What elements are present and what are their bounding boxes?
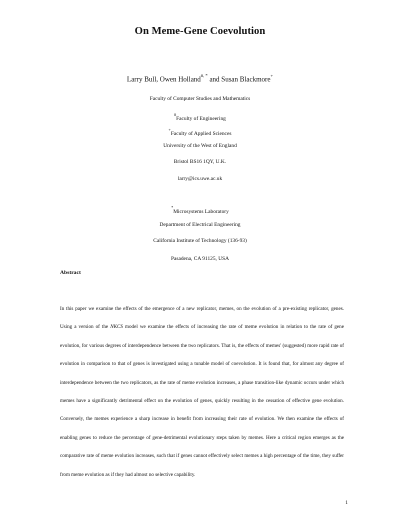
abstract-heading: Abstract [60, 270, 81, 276]
author-affiliation-marks: #, * [200, 73, 208, 78]
author-affiliation-mark-last: + [270, 73, 274, 78]
author-line [0, 74, 400, 83]
affiliation-mark: + [168, 127, 171, 132]
affiliation-text: Faculty of Applied Sciences [170, 130, 232, 137]
affiliation-line: University of the West of England [163, 143, 237, 149]
affiliation-line [0, 113, 400, 122]
affiliation-text: Microsystems Laboratory [173, 208, 229, 215]
author-names-first: Larry Bull, Owen Holland [126, 75, 201, 84]
model-name: NKCS [110, 324, 123, 331]
affiliation-mark: # [174, 112, 177, 117]
affiliation-line: Bristol BS16 1QY, U.K. [173, 159, 227, 165]
affiliation-line: Faculty of Computer Studies and Mathematics [149, 96, 251, 102]
paper-title: On Meme-Gene Coevolution [134, 26, 266, 37]
author-name-last: and Susan Blackmore [207, 75, 271, 84]
affiliation-line: Department of Electrical Engineering [159, 222, 241, 228]
affiliation-line: Pasadena, CA 91125, USA [170, 256, 230, 262]
abstract-text-part: model we examine the effects of increasing the rate of meme evolution in relation to the rate of gene evolution, for various degrees of interdependence between the two replicators. That is, the effects of memes' (suggested) more rapid rate of evolution in comparison to that of genes is investigated using a tunable model of coevolution. It is found that, for almost any degree of interdependence between the two replicators, as the rate of meme evolution increases, a phase transition-like dynamic occurs under which memes have a significantly detrimental effect on the evolution of genes, quickly resulting in the cessation of effective gene evolution. Conversely, the memes experience a sharp increase in benefit from increasing their rate of evolution. We then examine the effects of enabling genes to reduce the percentage of gene-detrimental evolutionary steps taken by memes. Here a critical region emerges as the comparative rate of meme evolution increases, such that if genes cannot effectively select memes a high percentage of the time, they suffer from meme evolution as if they had almost no selective capability. [60, 324, 344, 478]
affiliation-line [0, 128, 400, 137]
affiliation-text: Faculty of Engineering [176, 115, 226, 122]
abstract-text-part: In this paper we examine the effects of the emergence of a new replicator, memes, on the evolution of a pre-existing replicator, genes. Using a version of the [60, 306, 344, 331]
page-number: 1 [345, 500, 348, 506]
author-email: larry@ics.uwe.ac.uk [177, 176, 223, 182]
affiliation-line [0, 206, 400, 215]
affiliation-mark: * [171, 205, 174, 210]
affiliation-line: California Institute of Technology (136-93) [153, 238, 247, 244]
abstract-body [60, 300, 344, 484]
